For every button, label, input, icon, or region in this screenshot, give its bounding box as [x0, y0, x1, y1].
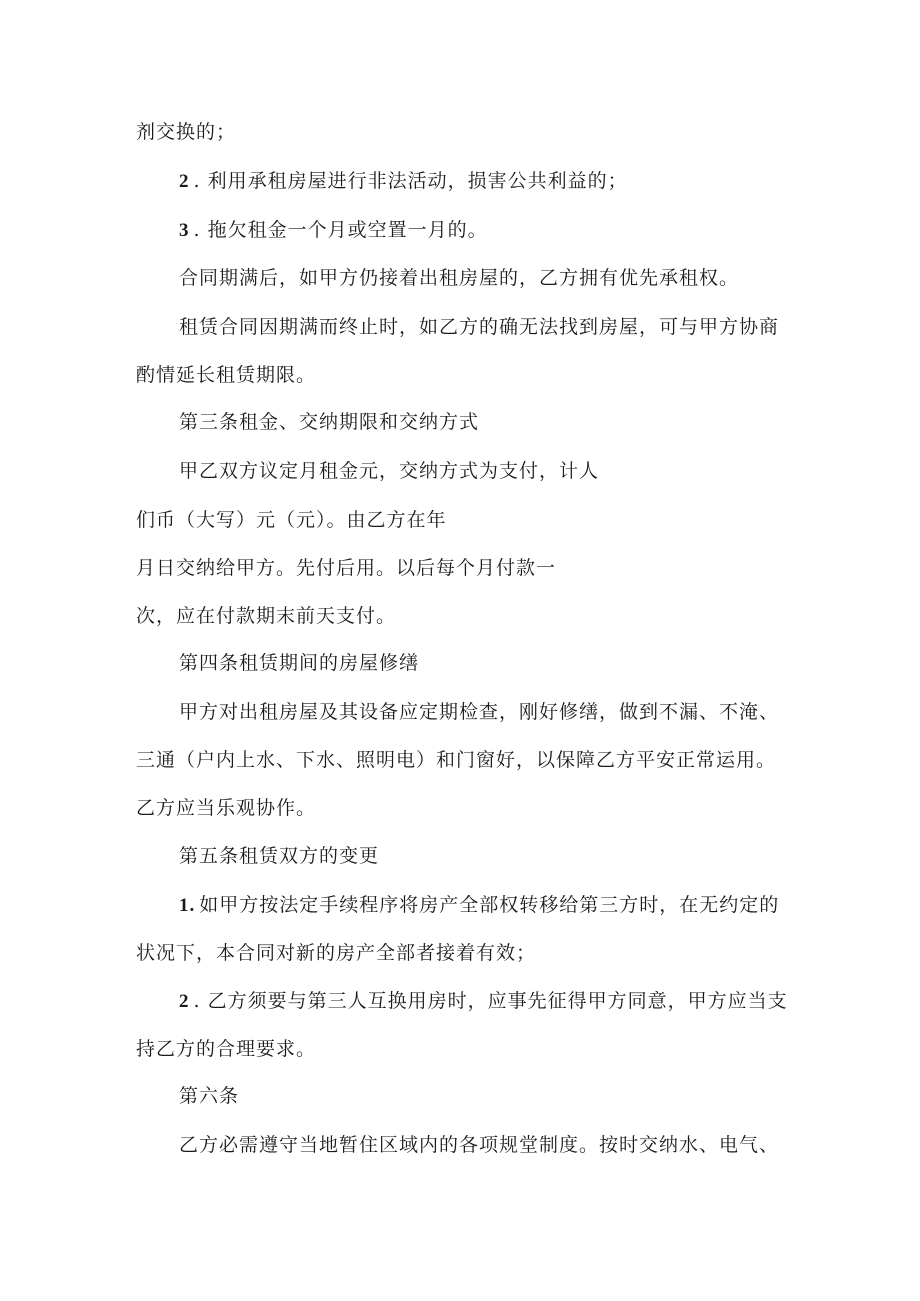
section-heading: 第四条租赁期间的房屋修缮 — [179, 652, 420, 674]
text-line: 2 . 利用承租房屋进行非法活动，损害公共利益的； — [179, 170, 628, 192]
text-line: 乙方应当乐观协作。 — [136, 797, 317, 819]
text-line: 租赁合同因期满而终止时，如乙方的确无法找到房屋，可与甲方协商 — [179, 316, 780, 338]
text-line: 状况下，本合同对新的房产全部者接着有效； — [136, 942, 537, 964]
text-line: 甲方对出租房屋及其设备应定期检查，刚好修缮，做到不漏、不淹、 — [179, 701, 780, 723]
list-number: 1. — [179, 895, 196, 916]
text-line: 剂交换的； — [136, 121, 237, 143]
text-line: 们币（大写）元（元）。由乙方在年 — [136, 509, 447, 531]
text-line: 2 . 乙方须要与第三人互换用房时，应事先征得甲方同意，甲方应当支 — [179, 990, 788, 1012]
text-line: 月日交纳给甲方。先付后用。以后每个月付款一 — [136, 557, 557, 579]
section-heading: 第六条 — [179, 1085, 240, 1107]
text-line: 持乙方的合理要求。 — [136, 1038, 317, 1060]
text-line: 三通（户内上水、下水、照明电）和门窗好，以保障乙方平安正常运用。 — [136, 749, 777, 771]
list-number: 2 — [179, 991, 190, 1012]
list-number: 3 — [179, 220, 190, 241]
text-line: 合同期满后，如甲方仍接着出租房屋的，乙方拥有优先承租权。 — [179, 267, 740, 289]
text-line: 1. 如甲方按法定手续程序将房产全部权转移给第三方时，在无约定的 — [179, 894, 780, 916]
text-line: 乙方必需遵守当地暂住区域内的各项规堂制度。按时交纳水、电气、 — [179, 1134, 780, 1156]
text-line: 3 . 拖欠租金一个月或空置一月的。 — [179, 219, 488, 241]
text-line: 酌情延长租赁期限。 — [136, 364, 317, 386]
text-line: 次，应在付款期末前天支付。 — [136, 605, 397, 627]
section-heading: 第三条租金、交纳期限和交纳方式 — [179, 411, 480, 433]
section-heading: 第五条租赁双方的变更 — [179, 845, 380, 867]
text-line: 甲乙双方议定月租金元，交纳方式为支付，计人 — [179, 460, 600, 482]
list-number: 2 — [179, 171, 190, 192]
